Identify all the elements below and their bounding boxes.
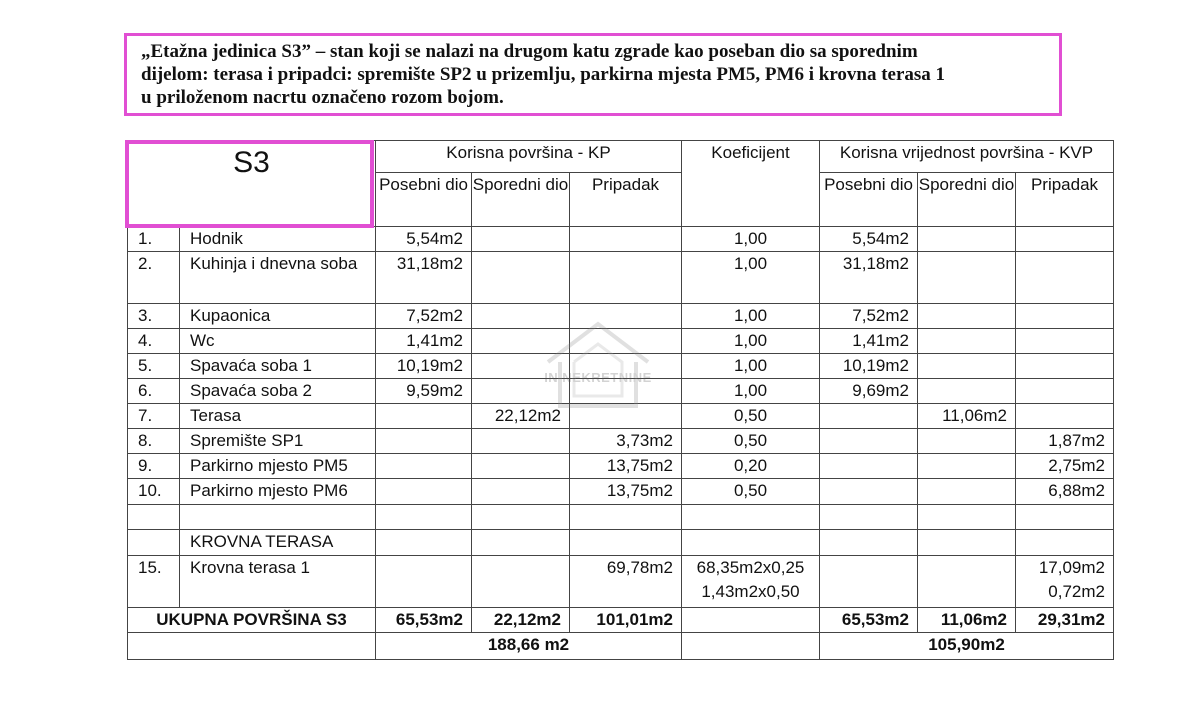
totals-row bbox=[128, 608, 1114, 633]
kvp-sporedni-header: Sporedni dio bbox=[918, 173, 1016, 227]
row-kvp-posebni bbox=[820, 479, 918, 505]
row-kp-posebni bbox=[376, 479, 472, 505]
koef-header: Koeficijent bbox=[682, 141, 820, 227]
row-kp-posebni: 31,18m2 bbox=[376, 252, 472, 304]
row-kvp-posebni: 31,18m2 bbox=[820, 252, 918, 304]
row-kp-sporedni bbox=[472, 252, 570, 304]
row-name: Wc bbox=[180, 329, 376, 354]
row-number: 8. bbox=[128, 429, 180, 454]
house-watermark-icon bbox=[528, 318, 668, 414]
row-kvp-sporedni bbox=[918, 329, 1016, 354]
row-number: 2. bbox=[128, 252, 180, 304]
row-koef: 1,00 bbox=[682, 329, 820, 354]
row-kvp-posebni: 1,41m2 bbox=[820, 329, 918, 354]
row-kp-sporedni bbox=[472, 429, 570, 454]
table-row bbox=[128, 479, 1114, 505]
row-name: Spavaća soba 2 bbox=[180, 379, 376, 404]
row-number: 1. bbox=[128, 227, 180, 252]
row-kvp-sporedni bbox=[918, 252, 1016, 304]
row-kp-sporedni: 22,12m2 bbox=[472, 404, 570, 429]
row-koef: 0,50 bbox=[682, 429, 820, 454]
kp-pripadak-header: Pripadak bbox=[570, 173, 682, 227]
row-koef: 0,50 bbox=[682, 404, 820, 429]
table-row bbox=[128, 227, 1114, 252]
row-number: 5. bbox=[128, 354, 180, 379]
row-kvp-pripadak bbox=[1016, 304, 1114, 329]
row-kvp-posebni: 9,69m2 bbox=[820, 379, 918, 404]
row-kvp-posebni bbox=[820, 454, 918, 479]
row-kp-pripadak: 3,73m2 bbox=[570, 429, 682, 454]
row-kvp-posebni: 5,54m2 bbox=[820, 227, 918, 252]
row-koef: 1,00 bbox=[682, 379, 820, 404]
row-koef: 0,50 bbox=[682, 479, 820, 505]
intro-box bbox=[124, 33, 1062, 116]
row-kp-posebni bbox=[376, 404, 472, 429]
roof-section-label: KROVNA TERASA bbox=[180, 530, 376, 556]
kvp-posebni-header: Posebni dio bbox=[820, 173, 918, 227]
total-kvp-sporedni: 11,06m2 bbox=[918, 608, 1016, 633]
row-koef: 1,00 bbox=[682, 227, 820, 252]
row-number: 3. bbox=[128, 304, 180, 329]
row-kvp-sporedni bbox=[918, 379, 1016, 404]
row-number: 4. bbox=[128, 329, 180, 354]
row-kvp-pripadak: 6,88m2 bbox=[1016, 479, 1114, 505]
roof-row-number: 15. bbox=[128, 556, 180, 608]
roof-koef-line-2: 1,43m2x0,50 bbox=[701, 582, 800, 601]
total-kvp-posebni: 65,53m2 bbox=[820, 608, 918, 633]
row-kvp-pripadak bbox=[1016, 252, 1114, 304]
row-kp-sporedni bbox=[472, 227, 570, 252]
row-kvp-sporedni bbox=[918, 354, 1016, 379]
row-kvp-sporedni bbox=[918, 429, 1016, 454]
roof-row-koef bbox=[682, 556, 820, 608]
row-kvp-sporedni bbox=[918, 304, 1016, 329]
row-kvp-pripadak bbox=[1016, 354, 1114, 379]
row-kvp-posebni: 10,19m2 bbox=[820, 354, 918, 379]
kvp-group-header: Korisna vrijednost površina - KVP bbox=[820, 141, 1114, 173]
table-row-empty bbox=[128, 505, 1114, 530]
kp-sporedni-header: Sporedni dio bbox=[472, 173, 570, 227]
table-row bbox=[128, 252, 1114, 304]
total-kp-pripadak: 101,01m2 bbox=[570, 608, 682, 633]
row-kp-posebni: 10,19m2 bbox=[376, 354, 472, 379]
row-kvp-sporedni bbox=[918, 454, 1016, 479]
row-number: 9. bbox=[128, 454, 180, 479]
total-kvp-pripadak: 29,31m2 bbox=[1016, 608, 1114, 633]
table-row bbox=[128, 454, 1114, 479]
row-kvp-pripadak bbox=[1016, 329, 1114, 354]
row-kvp-sporedni bbox=[918, 479, 1016, 505]
roof-row-name: Krovna terasa 1 bbox=[180, 556, 376, 608]
row-koef: 1,00 bbox=[682, 252, 820, 304]
row-kvp-posebni bbox=[820, 429, 918, 454]
row-name: Terasa bbox=[180, 404, 376, 429]
row-name: Parkirno mjesto PM5 bbox=[180, 454, 376, 479]
intro-line-1: „Etažna jedinica S3” – stan koji se nalazi na drugom katu zgrade kao poseban dio sa sporednim bbox=[141, 41, 918, 62]
row-kvp-posebni bbox=[820, 404, 918, 429]
kvp-grand-total: 105,90m2 bbox=[820, 633, 1114, 660]
roof-kvp-line-2: 0,72m2 bbox=[1048, 582, 1105, 601]
row-name: Kupaonica bbox=[180, 304, 376, 329]
kp-grand-total: 188,66 m2 bbox=[376, 633, 682, 660]
row-kp-posebni bbox=[376, 454, 472, 479]
row-kp-posebni: 7,52m2 bbox=[376, 304, 472, 329]
roof-section-row bbox=[128, 530, 1114, 556]
roof-koef-line-1: 68,35m2x0,25 bbox=[696, 558, 805, 577]
row-kvp-sporedni bbox=[918, 227, 1016, 252]
table-row bbox=[128, 429, 1114, 454]
kvp-pripadak-header: Pripadak bbox=[1016, 173, 1114, 227]
kp-group-header: Korisna površina - KP bbox=[376, 141, 682, 173]
row-kp-sporedni bbox=[472, 479, 570, 505]
row-kp-pripadak bbox=[570, 252, 682, 304]
totals-label: UKUPNA POVRŠINA S3 bbox=[128, 608, 376, 633]
row-kvp-pripadak bbox=[1016, 379, 1114, 404]
roof-kvp-line-1: 17,09m2 bbox=[1038, 558, 1105, 577]
row-number: 7. bbox=[128, 404, 180, 429]
row-kp-posebni: 5,54m2 bbox=[376, 227, 472, 252]
kp-posebni-header: Posebni dio bbox=[376, 173, 472, 227]
row-name: Parkirno mjesto PM6 bbox=[180, 479, 376, 505]
watermark bbox=[528, 318, 668, 414]
row-name: Spremište SP1 bbox=[180, 429, 376, 454]
intro-line-3: u priloženom nacrtu označeno rozom bojom. bbox=[141, 87, 504, 108]
row-number: 6. bbox=[128, 379, 180, 404]
row-kp-posebni bbox=[376, 429, 472, 454]
roof-row bbox=[128, 556, 1114, 608]
row-kvp-pripadak: 2,75m2 bbox=[1016, 454, 1114, 479]
unit-label: S3 bbox=[233, 146, 270, 179]
roof-row-kvp-pripadak bbox=[1016, 556, 1114, 608]
row-name: Kuhinja i dnevna soba bbox=[180, 252, 376, 304]
watermark-text: IN NEKRETNINE bbox=[544, 370, 652, 385]
row-kvp-posebni: 7,52m2 bbox=[820, 304, 918, 329]
roof-row-kp-pripadak: 69,78m2 bbox=[570, 556, 682, 608]
row-kvp-sporedni: 11,06m2 bbox=[918, 404, 1016, 429]
total-kp-posebni: 65,53m2 bbox=[376, 608, 472, 633]
row-kvp-pripadak bbox=[1016, 227, 1114, 252]
row-kp-posebni: 9,59m2 bbox=[376, 379, 472, 404]
row-kp-pripadak: 13,75m2 bbox=[570, 454, 682, 479]
unit-header-cell bbox=[128, 141, 376, 227]
row-koef: 1,00 bbox=[682, 304, 820, 329]
row-kp-posebni: 1,41m2 bbox=[376, 329, 472, 354]
grand-totals-row bbox=[128, 633, 1114, 660]
row-name: Hodnik bbox=[180, 227, 376, 252]
total-kp-sporedni: 22,12m2 bbox=[472, 608, 570, 633]
row-name: Spavaća soba 1 bbox=[180, 354, 376, 379]
row-kvp-pripadak bbox=[1016, 404, 1114, 429]
row-koef: 0,20 bbox=[682, 454, 820, 479]
row-koef: 1,00 bbox=[682, 354, 820, 379]
intro-line-2: dijelom: terasa i pripadci: spremište SP2 u prizemlju, parkirna mjesta PM5, PM6 i krovna terasa 1 bbox=[141, 64, 946, 85]
row-kp-pripadak bbox=[570, 227, 682, 252]
row-kp-pripadak: 13,75m2 bbox=[570, 479, 682, 505]
row-kvp-pripadak: 1,87m2 bbox=[1016, 429, 1114, 454]
unit-highlight-box bbox=[125, 140, 374, 228]
row-kp-sporedni bbox=[472, 454, 570, 479]
row-number: 10. bbox=[128, 479, 180, 505]
